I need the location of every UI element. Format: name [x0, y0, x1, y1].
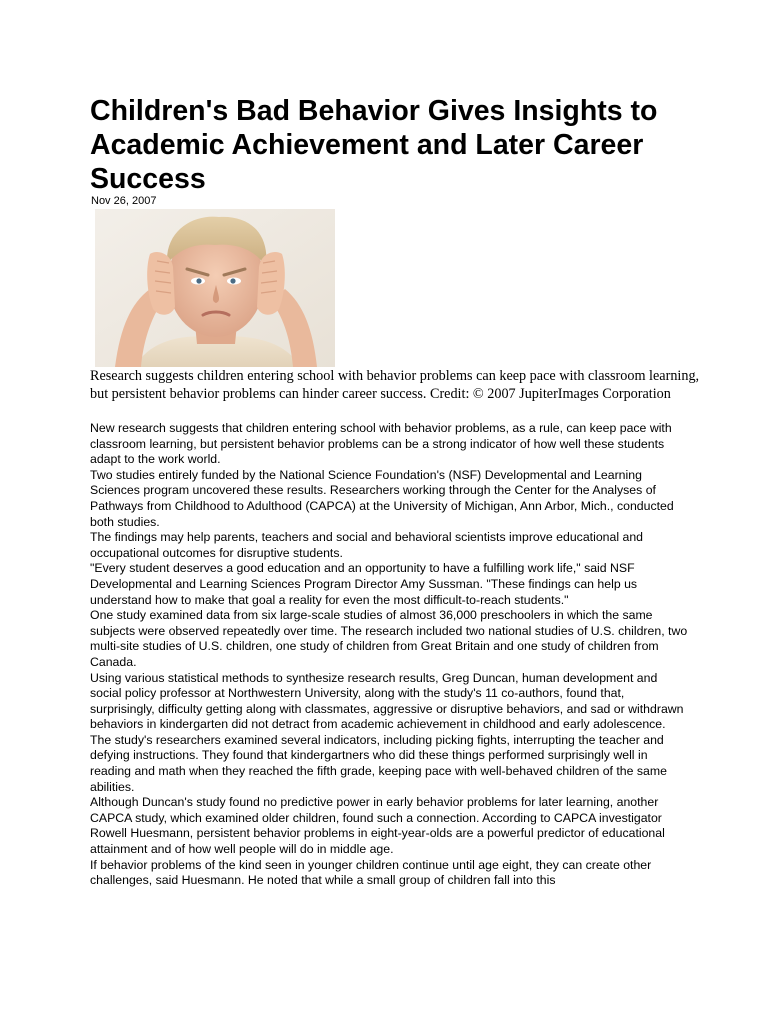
article-title: Children's Bad Behavior Gives Insights to Academic Achievement and Later Career Success — [90, 95, 658, 195]
body-paragraph: The findings may help parents, teachers and social and behavioral scientists improve educational and occupational outcomes for disruptive students. — [90, 530, 643, 560]
body-paragraph: One study examined data from six large-scale studies of almost 36,000 preschoolers in which the same subjects were observed repeatedly over time. The research included two national studies of U.S. children, two multi-site studies of U.S. children, one study of children from Great Britain and one study of children from Canada. — [90, 608, 688, 669]
article-body — [90, 421, 690, 889]
body-paragraph: The study's researchers examined several indicators, including picking fights, interrupting the teacher and defying instructions. They found that kindergartners who did these things performed surprisingly well in reading and math when they reached the fifth grade, keeping pace with well-behaved children of the same abilities. — [90, 732, 667, 794]
body-paragraph: Although Duncan's study found no predictive power in early behavior problems for later learning, another CAPCA study, which examined older children, found such a connection. According to CAPCA investigator Rowell Huesmann, persistent behavior problems in eight-year-olds are a powerful predictor of educational attainment and of how well people will do in middle age. — [90, 795, 665, 857]
article-photo — [95, 209, 335, 367]
body-paragraph: Two studies entirely funded by the National Science Foundation's (NSF) Developmental and Learning Sciences program uncovered these results. Researchers working through the Center for the Analyses of Pathways from Childhood to Adulthood (CAPCA) at the University of Michigan, Ann Arbor, Mich., conducted both studies. — [90, 467, 674, 529]
body-paragraph: New research suggests that children entering school with behavior problems, as a rule, can keep pace with classroom learning, but persistent behavior problems can be a strong indicator of how well these students adapt to the work world. — [90, 421, 672, 467]
article-date: Nov 26, 2007 — [91, 195, 157, 207]
body-paragraph: "Every student deserves a good education and an opportunity to have a fulfilling work life," said NSF Developmental and Learning Sciences Program Director Amy Sussman. "These findings can help us understand how to make that goal a reality for even the most difficult-to-reach students." — [90, 561, 638, 607]
photo-caption: Research suggests children entering school with behavior problems can keep pace with classroom learning, but persistent behavior problems can hinder career success. Credit: © 2007 JupiterImages Corporation — [90, 368, 700, 402]
child-covering-ears-image — [95, 209, 335, 367]
body-paragraph: If behavior problems of the kind seen in younger children continue until age eight, they can create other challenges, said Huesmann. He noted that while a small group of children fall into this — [90, 857, 652, 888]
body-paragraph: Using various statistical methods to synthesize research results, Greg Duncan, human development and social policy professor at Northwestern University, along with the study's 11 co-authors, found that, surprisingly, difficulty getting along with classmates, aggressive or disruptive behaviors, and sad or withdrawn behaviors in kindergarten did not detract from academic achievement in childhood and early adolescence. — [90, 670, 684, 732]
